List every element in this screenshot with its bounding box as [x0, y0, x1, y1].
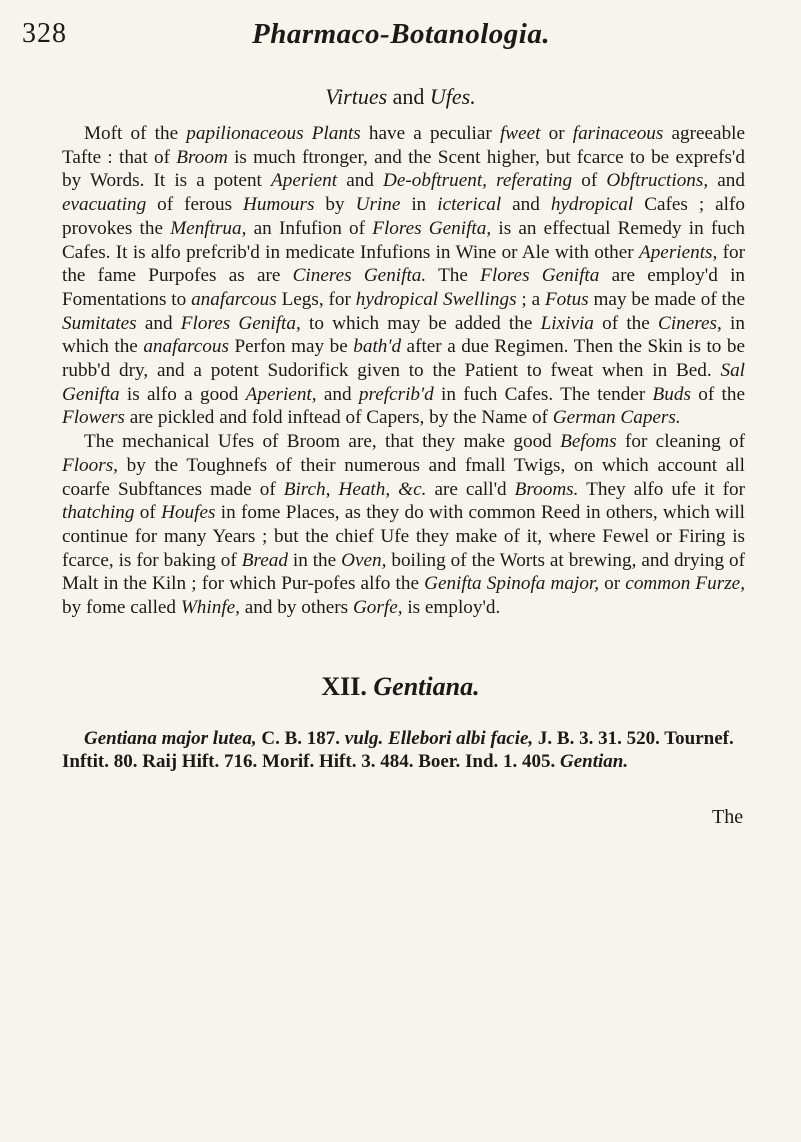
italic-run: prefcrib'd: [358, 383, 434, 405]
italic-run: evacuating: [62, 194, 147, 216]
chapter-heading: [0, 672, 801, 702]
italic-run: Aperient: [271, 170, 338, 192]
italic-run: papilionaceous Plants: [186, 123, 361, 144]
italic-run: Broom: [176, 146, 228, 168]
italic-run: Sal Genifta: [62, 360, 745, 405]
italic-run: Fotus: [544, 288, 589, 310]
italic-run: Obftructions,: [606, 170, 709, 192]
italic-run: vulg. Ellebori albi facie,: [344, 728, 534, 749]
italic-run: anafarcous: [191, 288, 277, 310]
italic-run: Flowers: [62, 407, 125, 429]
section-heading-virtues: Virtues: [325, 84, 388, 109]
section-heading: [0, 84, 801, 110]
paragraph-mechanical-uses: The mechanical Ufes of Broom are, that they make good Befoms for cleaning of Floors, by the Toughnefs of their numerous and fmall Twigs, on which account all coarfe Subftances made of Birch, Heath, &c. are call'd Brooms. They alfo ufe it for thatching of Houfes in fome Places, as they do with common Reed in others, which will continue for many Years ; but the chief Ufe they make of it, where Fewel or Firing is fcarce, is for baking of Bread in the Oven, boiling of the Worts at brewing, and drying of Malt in the Kiln ; for which Pur-pofes alfo the Genifta Spinofa major, or common Furze, by fome called Whinfe, and by others Gorfe, is employ'd.: [62, 431, 745, 619]
italic-run: Bread: [241, 549, 288, 571]
running-head: [22, 18, 722, 58]
section-heading-uses: Ufes.: [429, 84, 476, 109]
body-text: [62, 122, 745, 620]
section-heading-and: and: [392, 84, 425, 109]
italic-run: German Capers.: [552, 407, 681, 429]
italic-run: Flores Genifta,: [372, 217, 492, 239]
italic-run: Flores Genifta,: [180, 312, 301, 334]
italic-run: referating: [496, 170, 573, 192]
synonymy-text: Gentiana major lutea, C. B. 187. vulg. Ellebori albi facie, J. B. 3. 31. 520. Tournef. Inftit. 80. Raij Hift. 716. Morif. Hift. 3. 484. Boer. Ind. 1. 405. Gentian.: [62, 728, 734, 772]
italic-run: Gorfe,: [352, 597, 403, 619]
italic-run: hydropical Swellings: [355, 288, 517, 310]
italic-run: common Furze,: [625, 573, 745, 595]
italic-run: Floors,: [62, 454, 118, 476]
italic-run: Lixivia: [540, 312, 594, 334]
italic-run: farinaceous: [572, 123, 664, 144]
italic-run: Whinfe,: [180, 597, 240, 619]
italic-run: hydropical: [550, 194, 634, 216]
italic-run: Brooms.: [514, 478, 579, 500]
italic-run: Birch, Heath, &c.: [283, 478, 427, 500]
running-title: Pharmaco-Botanologia.: [252, 18, 551, 50]
italic-run: Befoms: [560, 431, 617, 453]
italic-run: Aperient,: [245, 383, 317, 405]
paragraph-virtues: Moft of the papilionaceous Plants have a peculiar fweet or farinaceous agreeable Tafte : that of Broom is much ftronger, and the Scent higher, but fcarce to be exprefs'd by Words. It is a potent Aperient and De-obftruent, referating of Obftructions, and evacuating of ferous Humours by Urine in icterical and hydropical Cafes ; alfo provokes the Menftrua, an Infufion of Flores Genifta, is an effectual Remedy in fuch Cafes. It is alfo prefcrib'd in medicate Infufions in Wine or Ale with other Aperients, for the fame Purpofes as are Cineres Genifta. The Flores Genifta are employ'd in Fomentations to anafarcous Legs, for hydropical Swellings ; a Fotus may be made of the Sumitates and Flores Genifta, to which may be added the Lixivia of the Cineres, in which the anafarcous Perfon may be bath'd after a due Regimen. Then the Skin is to be rubb'd dry, and a potent Sudorifick given to the Patient to fweat when in Bed. Sal Genifta is alfo a good Aperient, and prefcrib'd in fuch Cafes. The tender Buds of the Flowers are pickled and fold inftead of Capers, by the Name of German Capers.: [62, 123, 746, 429]
italic-run: Gentiana major lutea,: [84, 728, 257, 749]
italic-run: anafarcous: [143, 336, 229, 358]
italic-run: Humours: [243, 194, 315, 216]
italic-run: Aperients,: [638, 241, 718, 263]
italic-run: Gentian.: [560, 751, 629, 772]
chapter-title: Gentiana.: [373, 672, 480, 701]
italic-run: Genifta Spinofa major,: [424, 573, 600, 595]
italic-run: Sumitates: [62, 312, 137, 334]
page-number: 328: [22, 18, 67, 49]
italic-run: Urine: [355, 194, 401, 216]
italic-run: Cineres,: [658, 312, 722, 334]
italic-run: Houfes: [161, 502, 216, 524]
italic-run: Menftrua,: [170, 217, 247, 239]
italic-run: Oven,: [341, 549, 387, 571]
italic-run: fweet: [499, 123, 541, 144]
synonymy-block: [62, 727, 745, 773]
italic-run: Buds: [652, 383, 691, 405]
italic-run: Cineres Genifta.: [292, 265, 427, 287]
italic-run: icterical: [437, 194, 502, 216]
italic-run: thatching: [62, 502, 135, 524]
italic-run: bath'd: [353, 336, 402, 358]
chapter-number: XII.: [321, 672, 367, 701]
catchword: The: [712, 806, 744, 828]
italic-run: De-obftruent,: [383, 170, 487, 192]
italic-run: Flores Genifta: [480, 265, 600, 287]
